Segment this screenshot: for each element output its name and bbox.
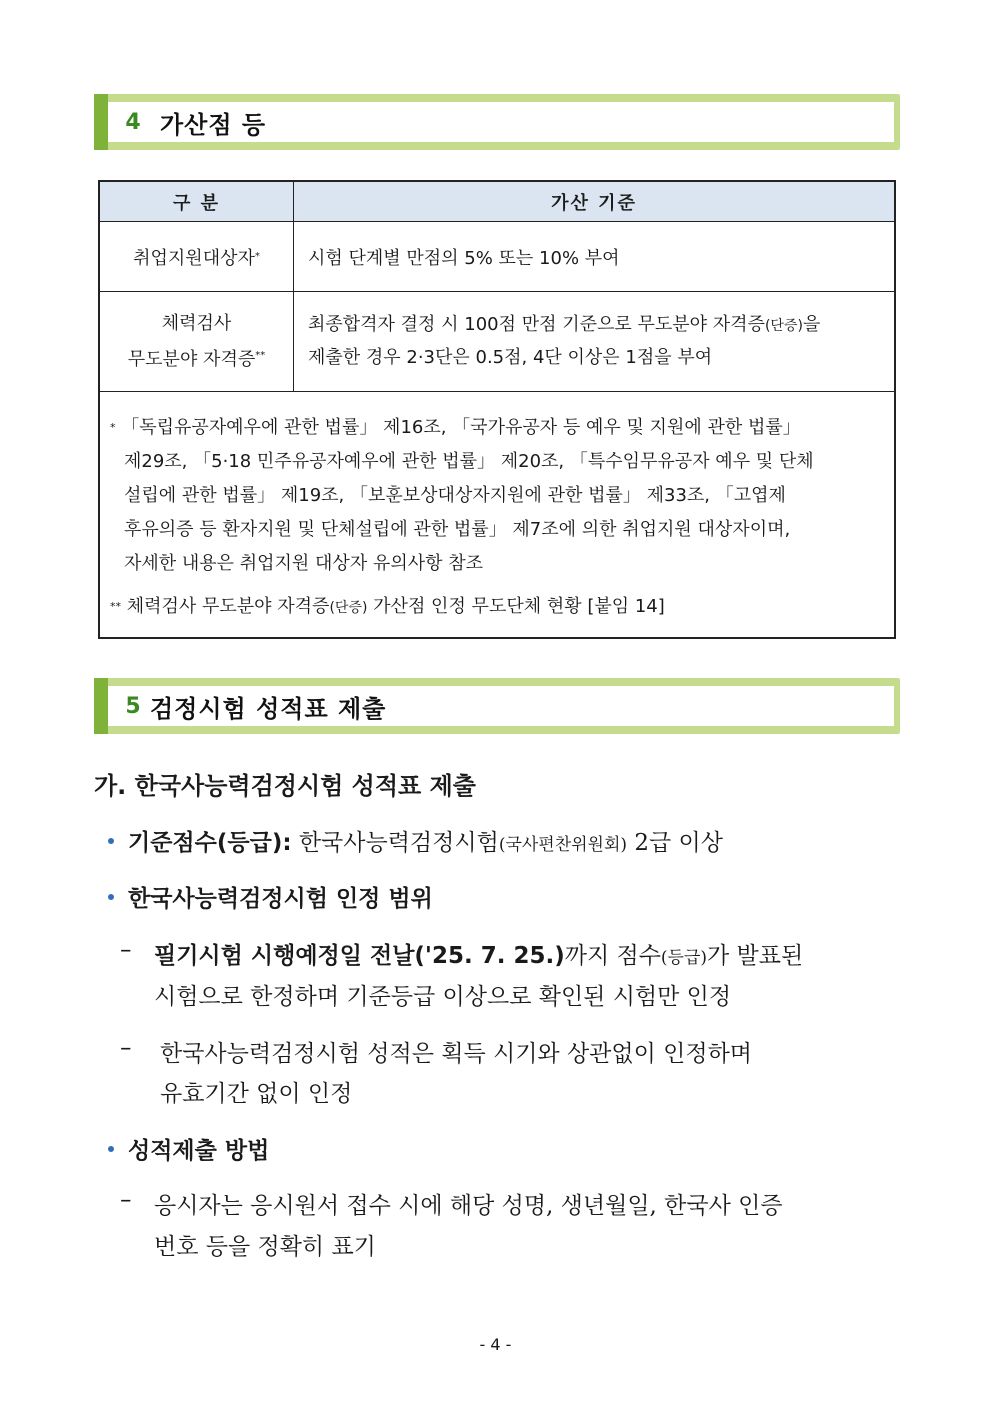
section-number: 4 — [125, 109, 141, 135]
bullet1-text-a: 한국사능력검정시험 — [298, 830, 499, 856]
dash-marker: – — [120, 1187, 132, 1213]
dash1-text-a: 까지 점수 — [564, 943, 661, 969]
note1-line: 「독립유공자예우에 관한 법률」 제16조, 「국가유공자 등 예우 및 지원에 관한 법률」 — [121, 417, 801, 438]
dash1-text-b: 가 발표된 — [707, 943, 804, 969]
note1-line: 설립에 관한 법률」 제19조, 「보훈보상대상자지원에 관한 법률」 제33조, 「고엽제 — [124, 485, 786, 506]
bonus-points-table — [98, 180, 896, 639]
section-4-header — [94, 94, 900, 150]
bullet1-small: (국사편찬위원회) — [498, 835, 628, 855]
dash1-small: (등급) — [660, 948, 708, 968]
note2-small: (단증) — [329, 600, 368, 616]
header-category: 구 분 — [172, 192, 221, 214]
note1-line: 후유의증 등 환자지원 및 단체설립에 관한 법률」 제7조에 의한 취업지원 대상자이며, — [124, 519, 791, 540]
dash3-line2: 번호 등을 정확히 표기 — [154, 1234, 376, 1260]
page-number: - 4 - — [479, 1335, 512, 1354]
section-title: 검정시험 성적표 제출 — [150, 694, 387, 723]
section-number: 5 — [125, 693, 141, 719]
note2-text-b: 가산점 인정 무도단체 현황 [붙임 14] — [373, 596, 665, 617]
bullet3-title: 성적제출 방법 — [128, 1138, 270, 1164]
row1-label: 취업지원대상자 — [133, 247, 255, 269]
bullet-standard-score — [128, 824, 723, 857]
dash3-line1: 응시자는 응시원서 접수 시에 해당 성명, 생년월일, 한국사 인증 — [154, 1193, 783, 1219]
footnote-1 — [110, 411, 886, 581]
bullet-dot — [108, 838, 114, 844]
dash-marker: – — [120, 1035, 132, 1061]
row1-mark: * — [254, 251, 260, 262]
section-title: 가산점 등 — [160, 110, 267, 139]
subheading-a: 가. 한국사능력검정시험 성적표 제출 — [94, 772, 476, 800]
header-criteria: 가산 기준 — [551, 192, 637, 214]
note1-line: 자세한 내용은 취업지원 대상자 유의사항 참조 — [124, 553, 483, 574]
bullet1-text-b: 2급 이상 — [634, 830, 723, 856]
row2-mark: ** — [255, 349, 266, 361]
bullet-dot — [108, 1146, 114, 1152]
row2-text1a: 최종합격자 결정 시 100점 만점 기준으로 무도분야 자격증 — [308, 314, 765, 335]
dash1-line1 — [154, 937, 803, 970]
row1-text: 시험 단계별 만점의 5% 또는 10% 부여 — [308, 247, 620, 269]
row2-label-line1: 체력검사 — [161, 312, 232, 334]
row1-label-cell — [100, 222, 293, 291]
dash1-line2: 시험으로 한정하며 기준등급 이상으로 확인된 시험만 인정 — [154, 984, 732, 1010]
row2-label-line2: 무도분야 자격증 — [127, 348, 256, 370]
footnote-2 — [110, 590, 886, 625]
dash2-line2: 유효기간 없이 인정 — [160, 1081, 353, 1107]
note1-line: 제29조, 「5·18 민주유공자예우에 관한 법률」 제20조, 「특수임무유공자 예우 및 단체 — [124, 451, 814, 472]
footnote-1-mark: * — [110, 421, 116, 434]
row2-text-cell — [308, 292, 888, 391]
dash-marker: – — [120, 937, 132, 963]
dash1-bold: 필기시험 시행예정일 전날('25. 7. 25.) — [154, 943, 565, 969]
bullet-dot — [108, 894, 114, 900]
section-5-header — [94, 678, 900, 734]
note2-text-a: 체력검사 무도분야 자격증 — [126, 596, 330, 617]
footnote-2-mark: ** — [110, 600, 121, 613]
row2-text1-small: (단증) — [764, 318, 803, 334]
bullet2-title: 한국사능력검정시험 인정 범위 — [128, 886, 433, 912]
bullet1-bold: 기준점수(등급): — [128, 830, 292, 856]
row2-text2: 제출한 경우 2·3단은 0.5점, 4단 이상은 1점을 부여 — [308, 347, 713, 368]
dash2-line1: 한국사능력검정시험 성적은 획득 시기와 상관없이 인정하며 — [160, 1041, 753, 1067]
row2-label-cell — [100, 292, 293, 391]
row2-text1b: 을 — [802, 314, 821, 335]
